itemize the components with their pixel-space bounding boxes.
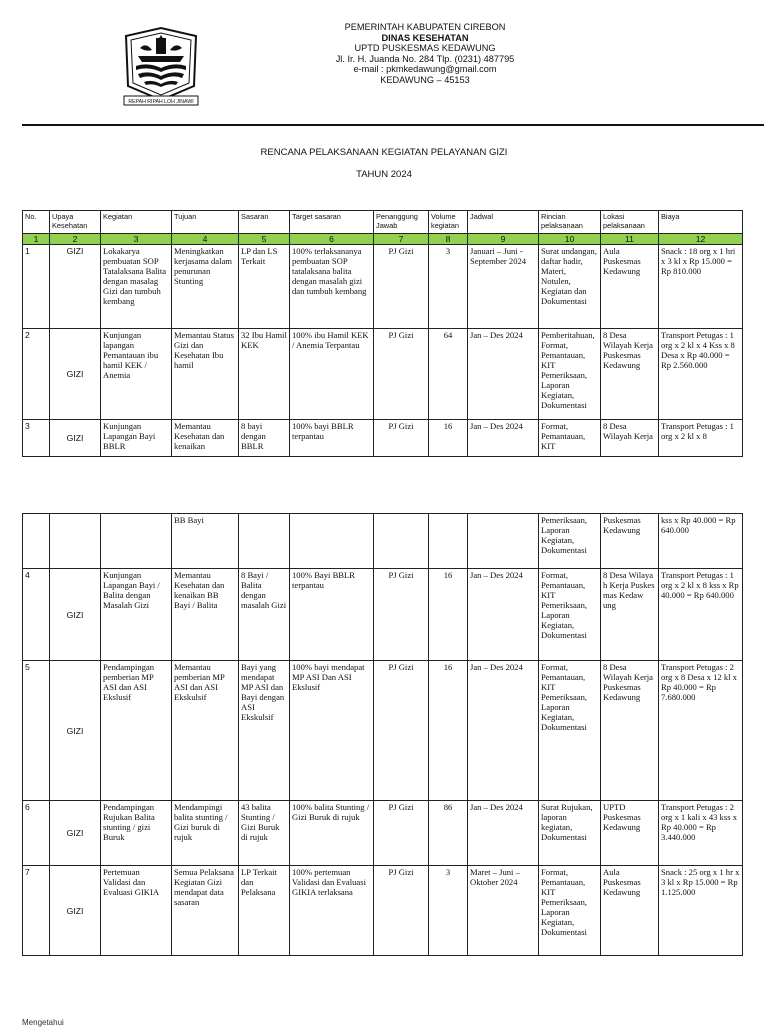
column-header-sasaran: Sasaran	[239, 211, 290, 234]
cell-jadwal: Maret – Juni – Oktober 2024	[468, 866, 539, 956]
cell-no: 7	[23, 866, 50, 956]
cell-no: 6	[23, 801, 50, 866]
cell-upaya: GIZI	[50, 245, 101, 329]
column-number: 11	[601, 234, 659, 245]
cell-jadwal	[468, 514, 539, 569]
cell-target: 100% balita Stunting / Gizi Buruk di rujuk	[290, 801, 374, 866]
column-header-target: Target sasaran	[290, 211, 374, 234]
cell-pj: PJ Gizi	[374, 420, 429, 457]
cell-tujuan: Mendampingi balita stunting / Gizi buruk di rujuk	[172, 801, 239, 866]
table-row	[23, 801, 743, 866]
column-header-rincian: Rincian pelaksanaan	[539, 211, 601, 234]
column-header-volume: Volume kegiatan	[429, 211, 468, 234]
letterhead	[0, 0, 768, 125]
cell-biaya: Transport Petugas : 2 org x 8 Desa x 12 kl x Rp 40.000 = Rp 7.680.000	[659, 661, 743, 801]
column-header-jadwal: Jadwal	[468, 211, 539, 234]
cell-rincian: Surat undangan, daftar hadir, Materi, Notulen, Kegiatan dan Dokumentasi	[539, 245, 601, 329]
cell-upaya	[50, 514, 101, 569]
cell-upaya: GIZI	[50, 866, 101, 956]
cell-volume: 3	[429, 866, 468, 956]
cell-lokasi: 8 Desa Wilayah Kerja Puskesmas Kedawung	[601, 661, 659, 801]
cell-kegiatan: Kunjungan lapangan Pemantauan ibu hamil KEK / Anemia	[101, 329, 172, 420]
column-header-biaya: Biaya	[659, 211, 743, 234]
cell-no: 5	[23, 661, 50, 801]
cell-sasaran: 8 Bayi / Balita dengan masalah Gizi	[239, 569, 290, 661]
emblem-motto: REPAH RIPAH LOH JINAWI	[128, 99, 194, 105]
cell-pj	[374, 514, 429, 569]
cell-volume: 16	[429, 661, 468, 801]
cell-jadwal: Jan – Des 2024	[468, 329, 539, 420]
cell-volume: 64	[429, 329, 468, 420]
cell-kegiatan: Kunjungan Lapangan Bayi / Balita dengan Masalah Gizi	[101, 569, 172, 661]
column-number: 3	[101, 234, 172, 245]
cell-upaya: GIZI	[50, 569, 101, 661]
cell-rincian: Surat Rujukan, laporan kegiatan, Dokumentasi	[539, 801, 601, 866]
activity-plan-table-page-2	[22, 513, 743, 956]
cell-target: 100% Bayi BBLR terpantau	[290, 569, 374, 661]
cell-pj: PJ Gizi	[374, 245, 429, 329]
cell-biaya: Transport Petugas : 2 org x 1 kali x 43 kss x Rp 40.000 = Rp 3.440.000	[659, 801, 743, 866]
column-header-upaya: Upaya Kesehatan	[50, 211, 101, 234]
cell-no	[23, 514, 50, 569]
cell-tujuan: Meningkatkan kerjasama dalam penurunan Stunting	[172, 245, 239, 329]
cell-no: 2	[23, 329, 50, 420]
column-number: 8	[429, 234, 468, 245]
column-header-kegiatan: Kegiatan	[101, 211, 172, 234]
city-postcode: KEDAWUNG – 45153	[380, 74, 470, 85]
column-number: 4	[172, 234, 239, 245]
cell-target: 100% ibu Hamil KEK / Anemia Terpantau	[290, 329, 374, 420]
letterhead-divider	[22, 124, 764, 126]
cell-sasaran: 43 balita Stunting / Gizi Buruk di rujuk	[239, 801, 290, 866]
cell-lokasi: 8 Desa Wilayah Kerja	[601, 420, 659, 457]
cell-jadwal: Jan – Des 2024	[468, 661, 539, 801]
cell-kegiatan: Kunjungan Lapangan Bayi BBLR	[101, 420, 172, 457]
cell-volume: 16	[429, 569, 468, 661]
cell-lokasi: 8 Desa Wilaya h Kerja Puskes mas Kedaw ung	[601, 569, 659, 661]
activity-plan-table-page-1	[22, 210, 743, 457]
cell-sasaran: LP dan LS Terkait	[239, 245, 290, 329]
column-number: 9	[468, 234, 539, 245]
document-year: TAHUN 2024	[356, 169, 412, 180]
cell-jadwal: Jan – Des 2024	[468, 569, 539, 661]
cell-pj: PJ Gizi	[374, 866, 429, 956]
cell-no: 4	[23, 569, 50, 661]
cell-jadwal: Jan – Des 2024	[468, 801, 539, 866]
cell-biaya: Snack : 18 org x 1 hri x 3 kl x Rp 15.000 = Rp 810.000	[659, 245, 743, 329]
column-header-no: No.	[23, 211, 50, 234]
table-row	[23, 420, 743, 457]
agency-name: DINAS KESEHATAN	[381, 32, 469, 43]
cell-tujuan: Memantau Kesehatan dan kenaikan	[172, 420, 239, 457]
table-row	[23, 514, 743, 569]
cell-rincian: Format, Pemantauan, KIT Pemeriksaan, Laporan Kegiatan, Dokumentasi	[539, 866, 601, 956]
column-header-pj: Penanggung Jawab	[374, 211, 429, 234]
cell-lokasi: 8 Desa Wilayah Kerja Puskesmas Kedawung	[601, 329, 659, 420]
column-number-row	[23, 234, 743, 245]
cell-pj: PJ Gizi	[374, 569, 429, 661]
cirebon-regency-emblem-icon	[120, 22, 202, 108]
table-row	[23, 329, 743, 420]
cell-lokasi: UPTD Puskesmas Kedawung	[601, 801, 659, 866]
cell-upaya: GIZI	[50, 329, 101, 420]
cell-target: 100% pertemuan Validasi dan Evaluasi GIKIA terlaksana	[290, 866, 374, 956]
cell-biaya: Transport Petugas : 1 org x 2 kl x 8	[659, 420, 743, 457]
cell-no: 3	[23, 420, 50, 457]
cell-target	[290, 514, 374, 569]
government-name: PEMERINTAH KABUPATEN CIREBON	[344, 22, 506, 32]
cell-pj: PJ Gizi	[374, 661, 429, 801]
cell-upaya: GIZI	[50, 661, 101, 801]
cell-biaya: Transport Petugas : 1 org x 2 kl x 8 kss x Rp 40.000 = Rp 640.000	[659, 569, 743, 661]
cell-sasaran: 32 Ibu Hamil KEK	[239, 329, 290, 420]
cell-volume: 86	[429, 801, 468, 866]
cell-target: 100% terlaksananya pembuatan SOP tatalaksana balita dengan masalah gizi dan tumbuh kembang	[290, 245, 374, 329]
table-header-row	[23, 211, 743, 234]
cell-biaya: kss x Rp 40.000 = Rp 640.000	[659, 514, 743, 569]
cell-sasaran	[239, 514, 290, 569]
cell-lokasi: Aula Puskesmas Kedawung	[601, 245, 659, 329]
cell-tujuan: Memantau Kesehatan dan kenaikan BB Bayi / Balita	[172, 569, 239, 661]
footnote: Mengetahui	[22, 1018, 64, 1027]
document-title: RENCANA PELAKSANAAN KEGIATAN PELAYANAN GIZI	[260, 147, 508, 158]
cell-kegiatan: Lokakarya pembuatan SOP Tatalaksana Balita dengan masalag Gizi dan tumbuh kembang	[101, 245, 172, 329]
cell-tujuan: Memantau pemberian MP ASI dan ASI Ekskulsif	[172, 661, 239, 801]
cell-target: 100% bayi mendapat MP ASI Dan ASI Ekslusif	[290, 661, 374, 801]
cell-volume: 16	[429, 420, 468, 457]
cell-sasaran: Bayi yang mendapat MP ASI dan Bayi dengan ASI Ekskulsif	[239, 661, 290, 801]
address-line: Jl. Ir. H. Juanda No. 284 Tlp. (0231) 487795	[335, 53, 515, 64]
cell-pj: PJ Gizi	[374, 801, 429, 866]
cell-tujuan: Memantau Status Gizi dan Kesehatan Ibu hamil	[172, 329, 239, 420]
cell-rincian: Pemeriksaan, Laporan Kegiatan, Dokumentasi	[539, 514, 601, 569]
cell-tujuan: BB Bayi	[172, 514, 239, 569]
column-header-tujuan: Tujuan	[172, 211, 239, 234]
table-row	[23, 245, 743, 329]
column-number: 12	[659, 234, 743, 245]
letterhead-text	[230, 22, 620, 85]
cell-biaya: Transport Petugas : 1 org x 2 kl x 4 Kss x 8 Desa x Rp 40.000 = Rp 2.560.000	[659, 329, 743, 420]
table-row	[23, 569, 743, 661]
cell-sasaran: LP Terkait dan Pelaksana	[239, 866, 290, 956]
email-line: e-mail : pkmkedawung@gmail.com	[353, 64, 497, 74]
column-header-lokasi: Lokasi pelaksanaan	[601, 211, 659, 234]
column-number: 7	[374, 234, 429, 245]
column-number: 10	[539, 234, 601, 245]
column-number: 6	[290, 234, 374, 245]
column-number: 2	[50, 234, 101, 245]
cell-kegiatan: Pertemuan Validasi dan Evaluasi GIKIA	[101, 866, 172, 956]
cell-kegiatan	[101, 514, 172, 569]
cell-upaya: GIZI	[50, 801, 101, 866]
table-row	[23, 866, 743, 956]
cell-volume: 3	[429, 245, 468, 329]
cell-rincian: Format, Pemantauan, KIT	[539, 420, 601, 457]
cell-lokasi: Aula Puskesmas Kedawung	[601, 866, 659, 956]
cell-target: 100% bayi BBLR terpantau	[290, 420, 374, 457]
cell-rincian: Format, Pemantauan, KIT Pemeriksaan, Laporan Kegiatan, Dokumentasi	[539, 661, 601, 801]
cell-kegiatan: Pendampingan pemberian MP ASI dan ASI Ekslusif	[101, 661, 172, 801]
cell-pj: PJ Gizi	[374, 329, 429, 420]
cell-rincian: Format, Pemantauan, KIT Pemeriksaan, Laporan Kegiatan, Dokumentasi	[539, 569, 601, 661]
cell-rincian: Pemberitahuan, Format, Pemantauan, KIT Pemeriksaan, Laporan Kegiatan, Dokumentasi	[539, 329, 601, 420]
cell-lokasi: Puskesmas Kedawung	[601, 514, 659, 569]
cell-jadwal: Jan – Des 2024	[468, 420, 539, 457]
table-row	[23, 661, 743, 801]
cell-biaya: Snack : 25 org x 1 hr x 3 kl x Rp 15.000 = Rp 1.125.000	[659, 866, 743, 956]
cell-sasaran: 8 bayi dengan BBLR	[239, 420, 290, 457]
column-number: 1	[23, 234, 50, 245]
cell-kegiatan: Pendampingan Rujukan Balita stunting / gizi Buruk	[101, 801, 172, 866]
column-number: 5	[239, 234, 290, 245]
unit-name: UPTD PUSKESMAS KEDAWUNG	[354, 43, 496, 53]
cell-upaya: GIZI	[50, 420, 101, 457]
cell-no: 1	[23, 245, 50, 329]
cell-volume	[429, 514, 468, 569]
cell-jadwal: Januari – Juni - September 2024	[468, 245, 539, 329]
cell-tujuan: Semua Pelaksana Kegiatan Gizi mendapat data sasaran	[172, 866, 239, 956]
